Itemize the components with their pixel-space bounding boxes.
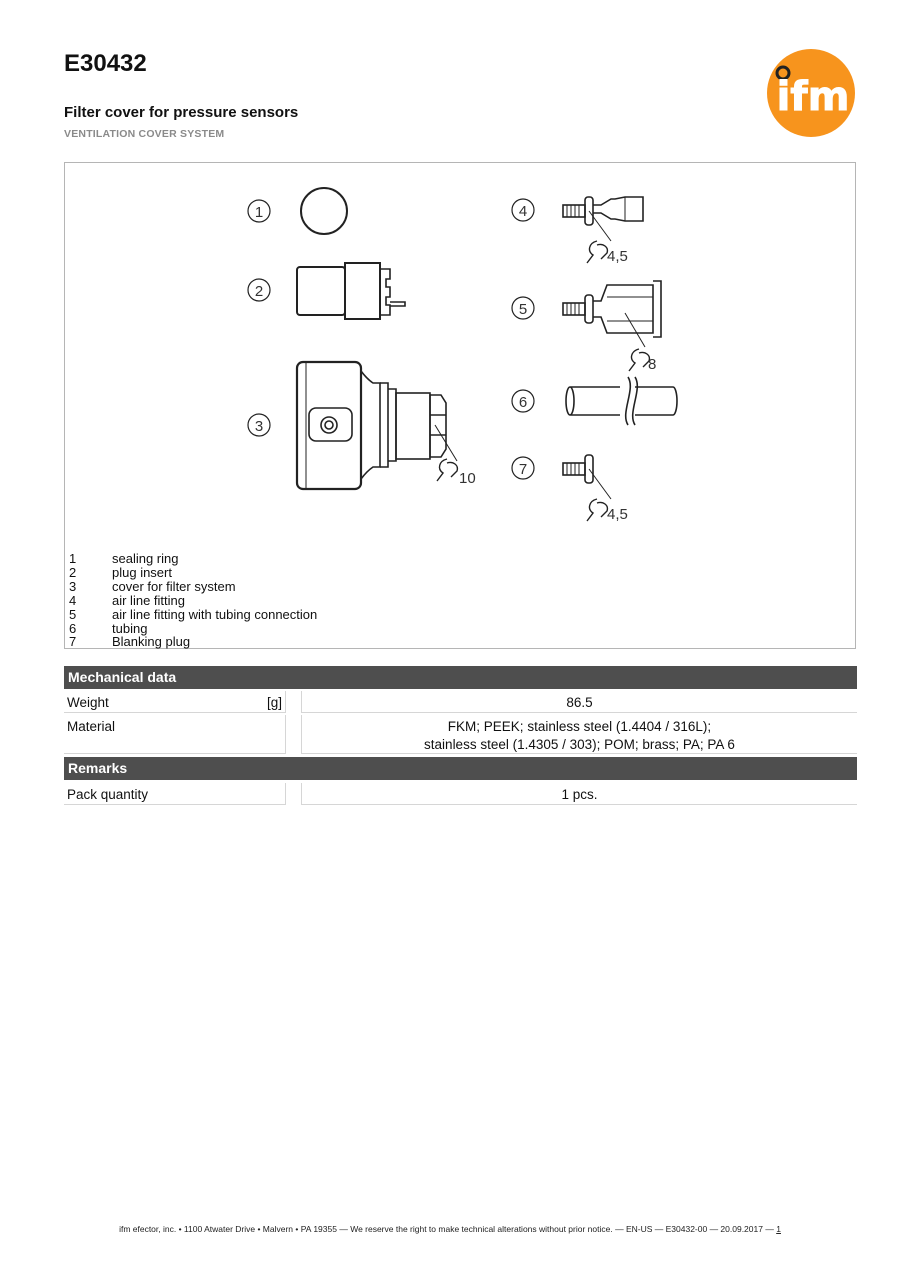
product-category: VENTILATION COVER SYSTEM (64, 128, 225, 140)
material-label: Material (67, 719, 116, 734)
ifm-logo (766, 48, 856, 138)
svg-text:5: 5 (518, 301, 528, 318)
remarks-header: Remarks (64, 757, 857, 780)
callout-2 (248, 279, 270, 301)
svg-text:7: 7 (518, 461, 528, 478)
logo-text: ifm (776, 74, 850, 120)
article-number: E30432 (64, 50, 147, 77)
legend-item: 3 cover for filter system (69, 578, 236, 594)
filter-cover-drawing (297, 362, 476, 489)
weight-unit: [g] (266, 695, 282, 710)
pack-quantity-value: 1 pcs. (301, 783, 857, 805)
mechanical-data-header: Mechanical data (64, 666, 857, 689)
svg-text:3: 3 (254, 418, 264, 435)
svg-text:2: 2 (254, 283, 264, 300)
pack-quantity-label-cell (64, 783, 286, 805)
legend-item: 4 air line fitting (69, 592, 185, 608)
callout-7 (512, 457, 534, 479)
callout-3 (248, 414, 270, 436)
exploded-view-figure (64, 162, 856, 649)
svg-text:4: 4 (518, 203, 528, 220)
air-line-fitting-drawing (563, 197, 643, 265)
weight-label-cell (64, 691, 286, 713)
weight-label: Weight (67, 695, 109, 710)
svg-text:6: 6 (518, 394, 528, 411)
callout-6 (512, 390, 534, 412)
wrench-size-4-5-top: 4,5 (607, 248, 628, 265)
legend-item: 1 sealing ring (69, 551, 179, 566)
svg-text:1: 1 (254, 204, 264, 221)
weight-value: 86.5 (301, 691, 857, 713)
material-value-line-2: stainless steel (1.4305 / 303); POM; brass; PA; PA 6 (424, 737, 735, 752)
tubing-drawing (566, 377, 677, 425)
wrench-size-8: 8 (648, 356, 657, 373)
wrench-size-4-5-bottom: 4,5 (607, 506, 628, 523)
blanking-plug-drawing (563, 455, 628, 523)
material-value-line-1: FKM; PEEK; stainless steel (1.4404 / 316L); (447, 719, 712, 734)
legend-item: 7 Blanking plug (69, 634, 191, 650)
material-label-cell (64, 715, 286, 754)
callout-5 (512, 297, 534, 319)
sealing-ring-drawing (301, 188, 347, 234)
tubing-fitting-drawing (563, 281, 661, 373)
product-title: Filter cover for pressure sensors (64, 104, 299, 121)
legend-item: 6 tubing (69, 620, 148, 636)
parts-legend (69, 552, 317, 649)
footer-text: ifm efector, inc. • 1100 Atwater Drive • Malvern • PA 19355 — We reserve the right to make technical alterations without prior notice. — EN-US — E30432-00 — 20.09.2017 — (119, 1224, 774, 1234)
callout-4 (512, 199, 534, 221)
page-number: 1 (776, 1224, 781, 1234)
legend-item: 5 air line fitting with tubing connection (69, 606, 318, 622)
callout-1 (248, 200, 270, 222)
plug-insert-drawing (297, 263, 405, 319)
wrench-size-10: 10 (459, 470, 476, 487)
pack-quantity-label: Pack quantity (67, 787, 149, 802)
page-footer (0, 1224, 900, 1234)
material-value (301, 715, 857, 754)
legend-item: 2 plug insert (69, 564, 172, 580)
